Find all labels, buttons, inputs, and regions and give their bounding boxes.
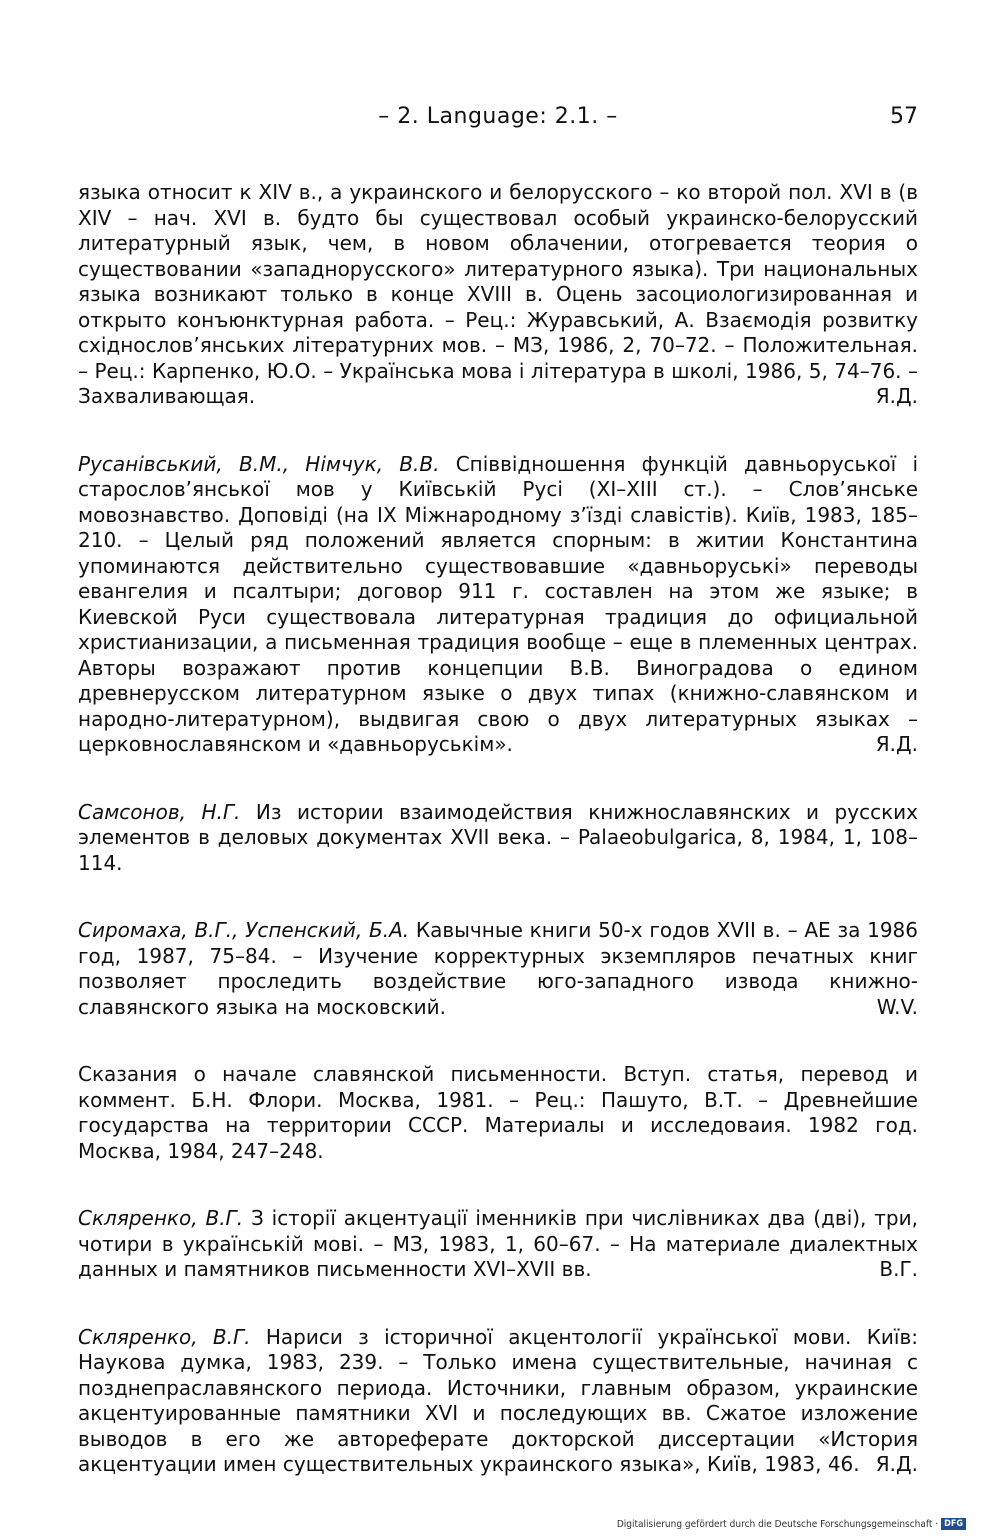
entry-signature: В.Г. xyxy=(879,1257,918,1281)
page-header xyxy=(78,104,918,140)
entry-signature: W.V. xyxy=(876,994,918,1019)
bibliography-entry xyxy=(78,1325,918,1478)
credit-text: Digitalisierung gefördert durch die Deutsche Forschungsgemeinschaft · xyxy=(616,1519,939,1530)
bibliography-entry xyxy=(78,1206,918,1283)
entry-signature: Я.Д. xyxy=(875,384,918,408)
bibliography-entry xyxy=(78,1062,918,1164)
entry-text: Співвідношення функцій давньоруської і старослов’янської мов у Київській Русі (XI–XIII ст.). – Слов’янське мовознавство. Доповіді (на IX Міжнародному з’їзді славістів). Київ, 1983, 185–210. – Целый ряд положений является спорным: в житии Константина упоминаются действительно существовавшие «давньоруські» переводы евангелия и псалтыри; договор 911 г. составлен на этом же языке; в Киевской Руси существовала литературная традиция до официальной христианизации, а письменная традиция вообще – еще в племенных центрах. Авторы возражают против концепции В.В. Виноградова о едином древнерусском литературном языке о двух типах (книжно-славянском и народно-литературном), выдвигая свою о двух литературных языках – церковнославянском и «давньоруськім». xyxy=(78,451,918,756)
entry-signature: Я.Д. xyxy=(875,732,918,756)
entry-author: Самсонов, Н.Г. xyxy=(78,799,241,824)
entry-text: языка относит к XIV в., а украинского и белорусского – ко второй пол. XVI в (в XIV – нач. XVI в. будто бы существовал особый украинско-белорусский литературный язык, чем, в новом облачении, отогревается теория о существовании «западнорусского» литературного языка). Три национальных языка возникают только в конце XVIII в. Оцень засоциологизированная и открыто конъюнктурная работа. – Рец.: Журавський, А. Взаємодія розвитку східнослов’янських літературних мов. – МЗ, 1986, 2, 70–72. – Положительная. – Рец.: Карпенко, Ю.О. – Українська мова і література в школі, 1986, 5, 74–76. – Захваливающая. xyxy=(78,180,918,408)
entry-author: Скляренко, В.Г. xyxy=(78,1324,251,1349)
entry-author: Русанівський, В.М., Німчук, В.В. xyxy=(78,451,440,476)
entry-signature: Я.Д. xyxy=(875,1452,918,1476)
entry-author: Сиромаха, В.Г., Успенский, Б.А. xyxy=(78,918,410,942)
bibliography-entry xyxy=(78,918,918,1020)
bibliography-entry xyxy=(78,180,918,410)
entry-text: Сказания о начале славянской письменности. Вступ. статья, перевод и коммент. Б.Н. Флори. Москва, 1981. – Рец.: Пашуто, В.Т. – Древнейшие государства на территории СССР. Материалы и исследоваия. 1982 год. Москва, 1984, 247–248. xyxy=(78,1062,918,1163)
entry-text: Из истории взаимодействия книжнославянских и русских элементов в деловых документах XVII века. – Palaeobulgarica, 8, 1984, 1, 108–114. xyxy=(78,799,918,875)
bibliography-list xyxy=(78,180,918,1520)
running-head: – 2. Language: 2.1. – xyxy=(378,104,618,129)
entry-author: Скляренко, В.Г. xyxy=(78,1206,244,1230)
dfg-logo: DFG xyxy=(941,1518,966,1530)
bibliography-entry xyxy=(78,800,918,877)
bibliography-entry xyxy=(78,452,918,758)
entry-text: Кавычные книги 50-х годов XVII в. – АЕ за 1986 год, 1987, 75–84. – Изучение корректурных экземпляров печатных книг позволяет проследить воздействие юго-западного извода книжно-славянского языка на московский. xyxy=(78,918,918,1019)
page-number: 57 xyxy=(890,104,918,129)
entry-text: Нариси з історичної акцентології української мови. Київ: Наукова думка, 1983, 239. – Только имена существительные, начиная с позднепраславянского периода. Источники, главным образом, украинские акцентуированные памятники XVI и последующих вв. Сжатое изложение выводов в его же автореферате докторской диссертации «История акцентуации имен существительных украинского языка», Київ, 1983, 46. xyxy=(78,1324,918,1476)
digitization-credit xyxy=(617,1518,966,1530)
entry-text: З історії акцентуації іменників при числівниках два (дві), три, чотири в українській мові. – МЗ, 1983, 1, 60–67. – На материале диалектных данных и памятников письменности XVI–XVII вв. xyxy=(78,1206,918,1281)
